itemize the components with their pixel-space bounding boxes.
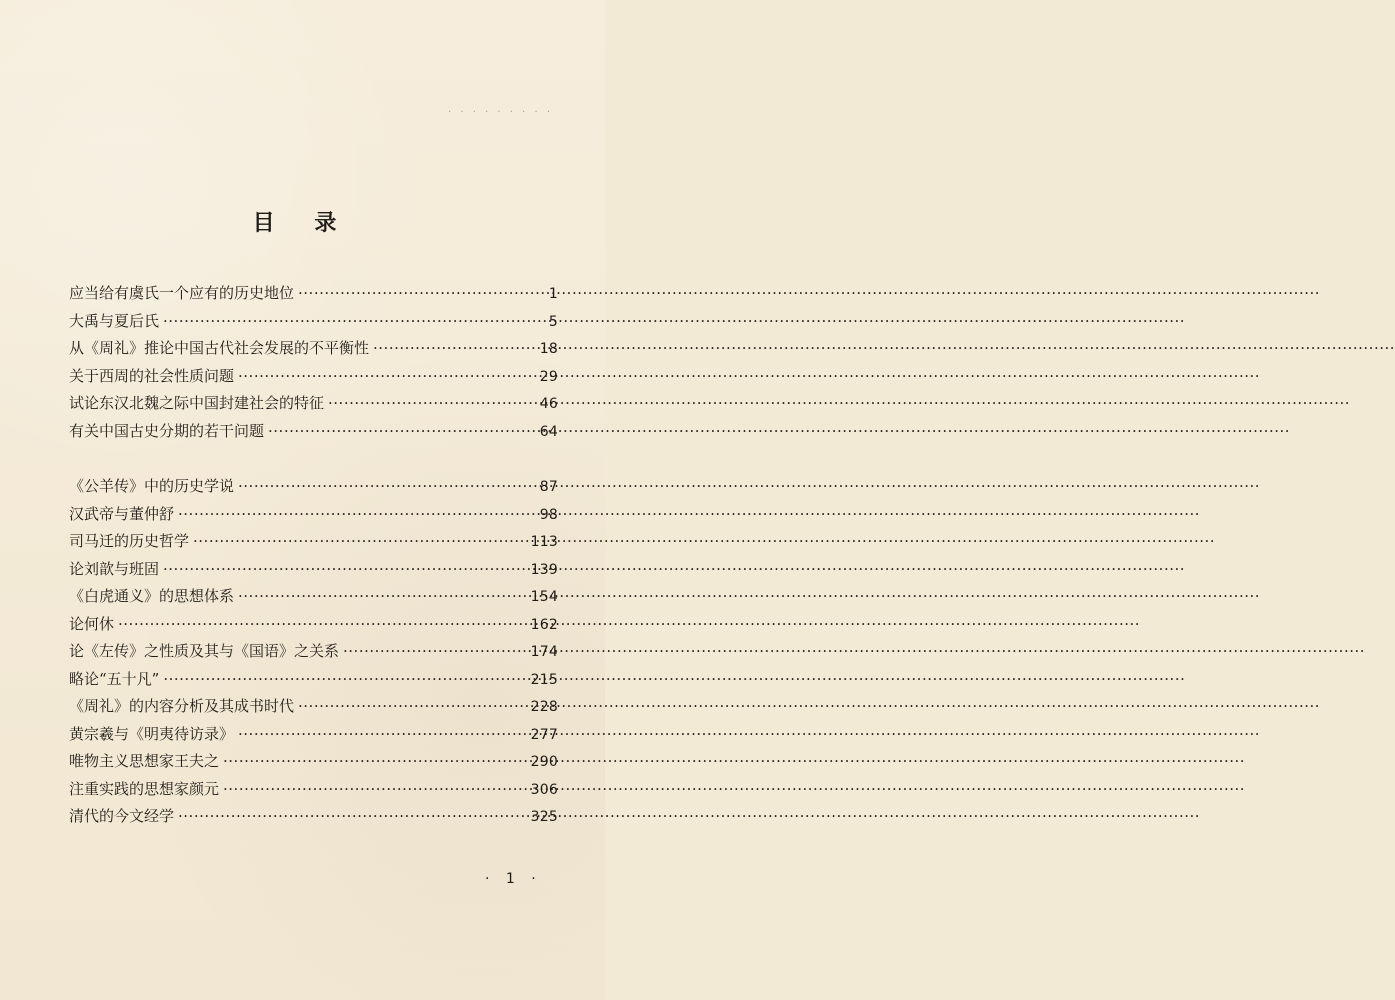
- toc-entry-page: 98: [539, 506, 558, 523]
- toc-entry: [69, 473, 558, 501]
- toc-entry-title: 黄宗羲与《明夷待访录》: [69, 724, 235, 743]
- toc-section-1: [69, 280, 558, 446]
- toc-entry: [69, 693, 558, 721]
- toc-entry: [69, 583, 558, 611]
- toc-entry: [69, 501, 558, 529]
- toc-entry-title: 汉武帝与董仲舒: [69, 504, 175, 523]
- toc-entry: [69, 666, 558, 694]
- toc-entry-page: 325: [530, 809, 558, 825]
- toc-entry-page: 290: [530, 754, 558, 770]
- toc-entry: [69, 556, 558, 584]
- toc-entry-title: 从《周礼》推论中国古代社会发展的不平衡性: [69, 339, 370, 358]
- toc-entry-page: 113: [530, 534, 558, 550]
- toc-leader: [163, 666, 526, 694]
- toc-entry-page: 277: [530, 726, 558, 743]
- toc-leader: [178, 803, 527, 831]
- toc-entry-title: 关于西周的社会性质问题: [69, 366, 235, 385]
- toc-leader: [373, 335, 536, 363]
- page-title: 目 录: [252, 210, 353, 236]
- toc-entry: [69, 721, 558, 749]
- toc-leader: [328, 390, 536, 418]
- toc-entry-title: 清代的今文经学: [69, 807, 175, 825]
- toc-entry: [69, 335, 558, 363]
- toc-entry-page: 64: [539, 423, 558, 440]
- decorative-dots: · · · · · · · · ·: [448, 107, 554, 118]
- toc-entry-title: 《周礼》的内容分析及其成书时代: [69, 697, 295, 715]
- toc-entry: [69, 528, 558, 556]
- toc-entry-title: 《白虎通义》的思想体系: [69, 587, 235, 605]
- toc-entry-page: 162: [530, 616, 558, 633]
- toc-entry-title: 有关中国古史分期的若干问题: [69, 421, 265, 440]
- toc-entry-title: 《公羊传》中的历史学说: [69, 477, 235, 495]
- toc-leader: [268, 418, 536, 446]
- toc-entry: [69, 611, 558, 639]
- toc-leader: [238, 583, 527, 611]
- page-number: · 1 ·: [485, 871, 542, 887]
- toc-leader: [238, 721, 527, 749]
- toc-entry-page: 5: [548, 313, 558, 330]
- toc-leader: [178, 501, 536, 529]
- toc-entry-title: 唯物主义思想家王夫之: [69, 752, 220, 770]
- toc-entry-page: 46: [539, 396, 558, 413]
- toc-entry-page: 18: [539, 341, 558, 358]
- toc-entry: [69, 803, 558, 831]
- toc-leader: [298, 280, 545, 308]
- toc-leader: [163, 308, 545, 336]
- toc-section-2: [69, 473, 558, 831]
- toc-leader: [238, 473, 536, 501]
- toc-entry-page: 215: [530, 671, 558, 688]
- toc-entry-title: 司马迁的历史哲学: [69, 532, 190, 550]
- toc-entry: [69, 390, 558, 418]
- toc-leader: [343, 638, 527, 666]
- toc-entry-title: 试论东汉北魏之际中国封建社会的特征: [69, 394, 325, 413]
- toc-entry: [69, 418, 558, 446]
- toc-entry-page: 228: [530, 699, 558, 715]
- toc-entry-page: 1: [548, 286, 558, 302]
- toc-entry: [69, 363, 558, 391]
- toc-leader: [238, 363, 536, 391]
- toc-entry-page: 29: [539, 368, 558, 385]
- toc-entry-page: 154: [530, 589, 558, 605]
- toc-leader: [223, 776, 527, 804]
- toc-entry-page: 87: [539, 479, 558, 495]
- toc-leader: [163, 556, 527, 584]
- toc-entry: [69, 748, 558, 776]
- toc-leader: [193, 528, 527, 556]
- toc-entry-title: 大禹与夏后氏: [69, 311, 160, 330]
- toc-leader: [298, 693, 527, 721]
- toc-entry-title: 注重实践的思想家颜元: [69, 779, 220, 798]
- toc-entry-title: 论刘歆与班固: [69, 559, 160, 578]
- toc-entry-page: 174: [530, 644, 558, 660]
- toc-entry-title: 略论“五十凡”: [69, 669, 160, 688]
- toc-entry-page: 306: [530, 781, 558, 798]
- toc-entry-title: 论《左传》之性质及其与《国语》之关系: [69, 642, 340, 660]
- toc-entry: [69, 776, 558, 804]
- document-page: [0, 0, 605, 1000]
- toc-entry-page: 139: [530, 561, 558, 578]
- toc-leader: [223, 748, 527, 776]
- toc-entry: [69, 280, 558, 308]
- toc-entry-title: 论何休: [69, 614, 115, 633]
- toc-entry: [69, 308, 558, 336]
- toc-leader: [118, 611, 527, 639]
- toc-entry-title: 应当给有虞氏一个应有的历史地位: [69, 284, 295, 302]
- toc-entry: [69, 638, 558, 666]
